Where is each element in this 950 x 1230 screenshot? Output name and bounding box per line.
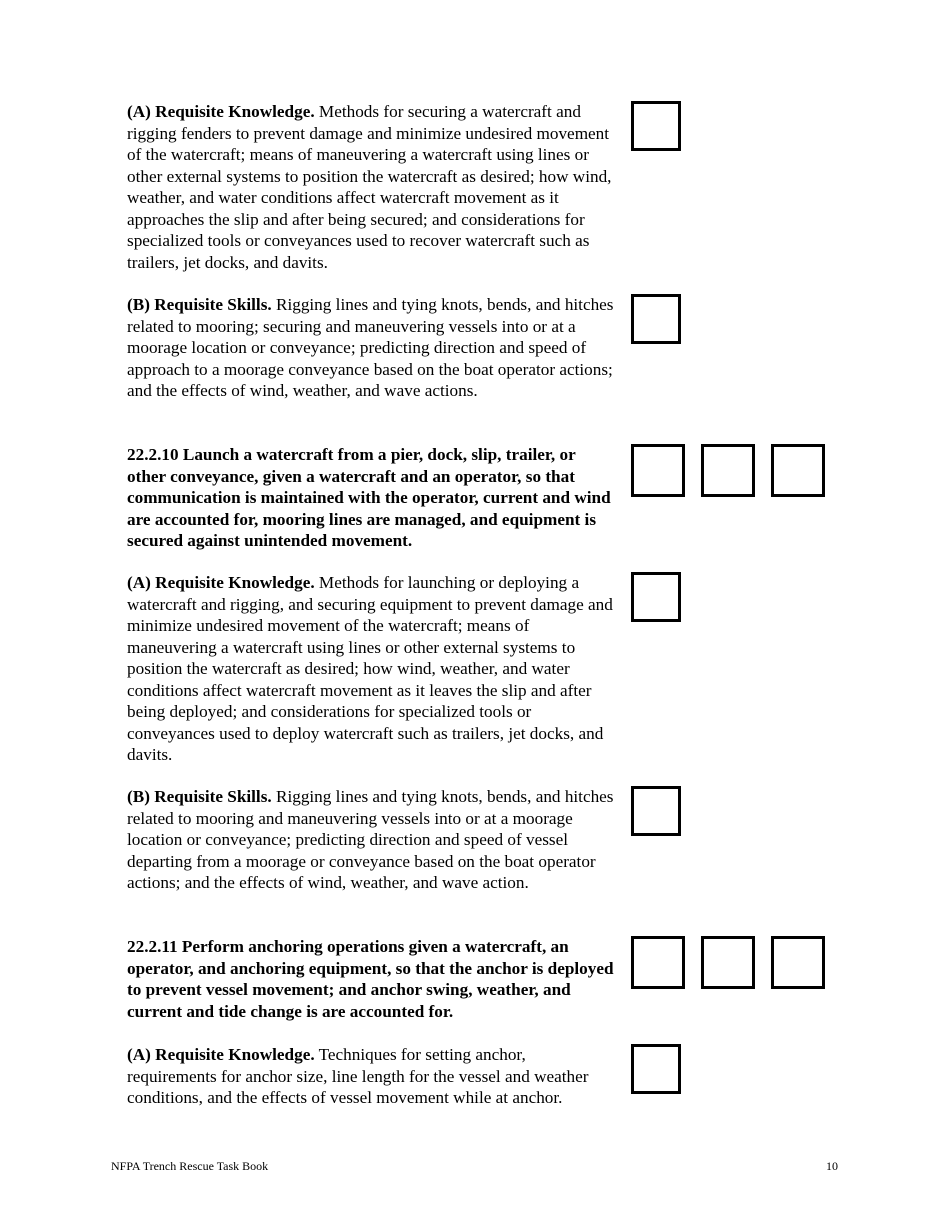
task-heading-22-2-10: 22.2.10 Launch a watercraft from a pier, dock, slip, trailer, or other conveyance, given a watercraft and an operator, so that communication is maintained with the operator, current and wind are accounted for, mooring lines are managed, and equipment is secured against unintended movement. — [127, 445, 611, 550]
page-number: 10 — [826, 1159, 838, 1173]
section-a-knowledge-1 — [127, 101, 617, 273]
signoff-checkbox[interactable] — [631, 572, 681, 622]
signoff-checkbox[interactable] — [631, 786, 681, 836]
footer-title: NFPA Trench Rescue Task Book — [111, 1159, 269, 1173]
section-text: Methods for securing a watercraft and rigging fenders to prevent damage and minimize undesired movement of the watercraft; means of maneuvering a watercraft using lines or other external systems to position the watercraft as desired; how wind, weather, and water conditions affect watercraft movement as it approaches the slip and after being secured; and considerations for specialized tools or conveyances used to recover watercraft such as trailers, jet docks, and davits. — [127, 102, 612, 272]
signoff-checkbox[interactable] — [701, 444, 755, 497]
signoff-checkbox[interactable] — [771, 444, 825, 497]
section-a-knowledge-3 — [127, 1044, 617, 1109]
signoff-checkbox[interactable] — [631, 294, 681, 344]
signoff-checkbox[interactable] — [631, 101, 681, 151]
signoff-checkbox[interactable] — [701, 936, 755, 989]
section-label: (B) Requisite Skills. — [127, 787, 272, 806]
signoff-checkbox[interactable] — [771, 936, 825, 989]
section-text: Rigging lines and tying knots, bends, and hitches related to mooring; securing and maneuvering vessels into or at a moorage location or conveyance; predicting direction and speed of approach to a moorage conveyance based on the boat operator actions; and the effects of wind, weather, and wave actions. — [127, 295, 614, 400]
section-text: Methods for launching or deploying a watercraft and rigging, and securing equipment to prevent damage and minimize undesired movement of the watercraft; means of maneuvering a watercraft using lines or other external systems to position the watercraft as desired; how wind, weather, and water conditions affect watercraft movement as it leaves the slip and after being deployed; and considerations for specialized tools or conveyances used to deploy watercraft such as trailers, jet docks, and davits. — [127, 573, 613, 764]
section-b-skills-2 — [127, 786, 617, 894]
signoff-checkbox[interactable] — [631, 936, 685, 989]
section-a-knowledge-2 — [127, 572, 617, 766]
signoff-checkbox[interactable] — [631, 444, 685, 497]
section-label: (B) Requisite Skills. — [127, 295, 272, 314]
signoff-checkbox[interactable] — [631, 1044, 681, 1094]
section-text: Techniques for setting anchor, requirements for anchor size, line length for the vessel and weather conditions, and the effects of vessel movement while at anchor. — [127, 1045, 589, 1107]
section-label: (A) Requisite Knowledge. — [127, 102, 315, 121]
task-heading-22-2-11: 22.2.11 Perform anchoring operations given a watercraft, an operator, and anchoring equipment, so that the anchor is deployed to prevent vessel movement; and anchor swing, weather, and current and tide change is are accounted for. — [127, 937, 614, 1021]
section-label: (A) Requisite Knowledge. — [127, 1045, 315, 1064]
section-label: (A) Requisite Knowledge. — [127, 573, 315, 592]
section-text: Rigging lines and tying knots, bends, and hitches related to mooring and maneuvering vessels into or at a moorage location or conveyance; predicting direction and speed of vessel departing from a moorage or conveyance based on the boat operator actions; and the effects of wind, weather, and wave action. — [127, 787, 614, 892]
section-b-skills-1 — [127, 294, 617, 402]
